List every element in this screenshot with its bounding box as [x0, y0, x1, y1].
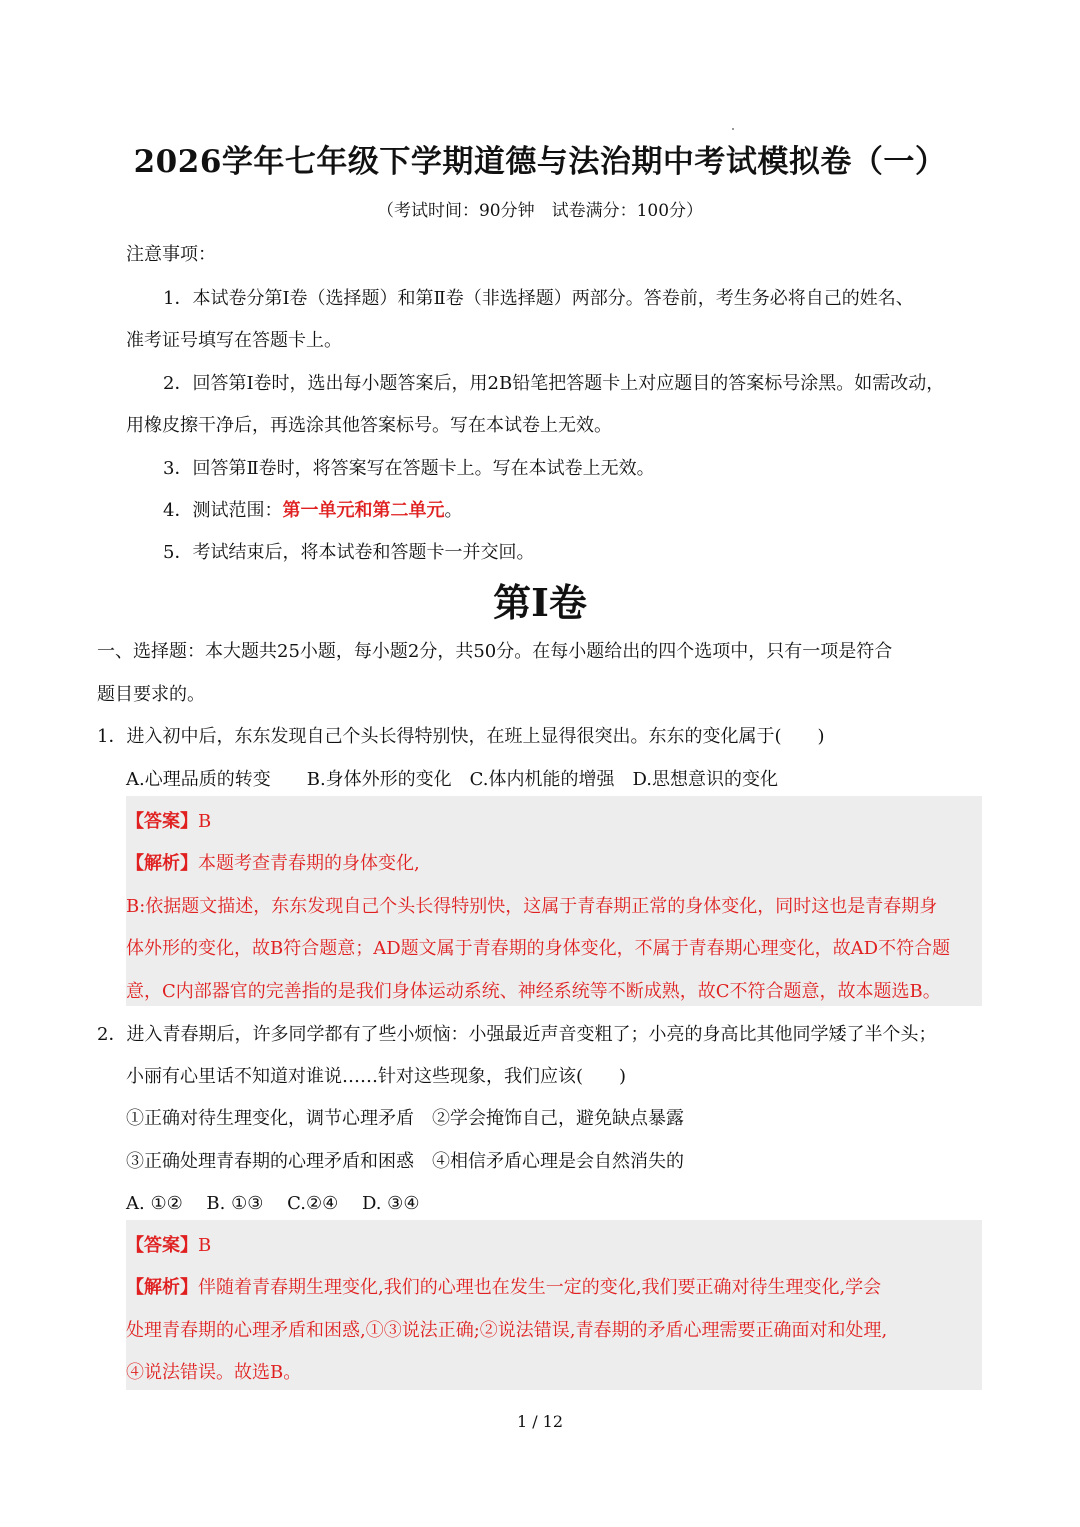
notes-item-2: 2．回答第Ⅰ卷时，选出每小题答案后，用2B铅笔把答题卡上对应题目的答案标号涂黑。如需改动， [163, 373, 945, 394]
q1-analysis-first: 本题考查青春期的身体变化, [198, 853, 420, 874]
q1-stem: 1．进入初中后，东东发现自己个头长得特别快，在班上显得很突出。东东的变化属于( ) [97, 726, 825, 747]
q1-answer [126, 807, 211, 833]
notes-item-1: 1．本试卷分第Ⅰ卷（选择题）和第Ⅱ卷（非选择题）两部分。答卷前，考生务必将自己的姓名、 [163, 288, 914, 309]
q2-items-1: ①正确对待生理变化，调节心理矛盾 ②学会掩饰自己，避免缺点暴露 [126, 1108, 684, 1129]
scan-dot [732, 128, 734, 130]
section-heading-cont: 题目要求的。 [97, 684, 205, 705]
exam-subtitle: （考试时间：90分钟 试卷满分：100分） [376, 201, 704, 221]
notes-heading: 注意事项： [126, 244, 216, 265]
q1-answer-box [126, 796, 982, 1006]
notes-item-4-suffix: 。 [444, 500, 463, 521]
q2-stem-cont: 小丽有心里话不知道对谁说……针对这些现象，我们应该( ) [126, 1066, 627, 1087]
page-number: 1 / 12 [516, 1412, 564, 1431]
q1-analysis-line-1: B:依据题文描述，东东发现自己个头长得特别快，这属于青春期正常的身体变化，同时这也是青春期身 [126, 896, 938, 917]
q1-analysis-line-2: 体外形的变化，故B符合题意；AD题文属于青春期的身体变化，不属于青春期心理变化，故AD不符合题 [126, 938, 951, 959]
volume-title: 第Ⅰ卷 [493, 580, 587, 625]
page-title: 2026学年七年级下学期道德与法治期中考试模拟卷（一） [133, 144, 947, 180]
q2-options: A. ①② B. ①③ C.②④ D. ③④ [126, 1193, 420, 1214]
notes-item-3: 3．回答第Ⅱ卷时，将答案写在答题卡上。写在本试卷上无效。 [163, 458, 655, 479]
q2-answer-value: B [198, 1235, 212, 1256]
notes-item-4-prefix: 4．测试范围： [163, 500, 283, 521]
q1-options: A.心理品质的转变 B.身体外形的变化 C.体内机能的增强 D.思想意识的变化 [126, 769, 779, 790]
q2-analysis [126, 1273, 881, 1299]
notes-item-1-cont: 准考证号填写在答题卡上。 [126, 330, 342, 351]
q2-stem: 2．进入青春期后，许多同学都有了些小烦恼：小强最近声音变粗了；小亮的身高比其他同学矮了半个头； [97, 1024, 937, 1045]
q2-analysis-line-2: 处理青春期的心理矛盾和困惑,①③说法正确;②说法错误,青春期的矛盾心理需要正确面对和处理, [126, 1320, 888, 1341]
q1-answer-label: 【答案】 [126, 811, 198, 832]
q2-items-2: ③正确处理青春期的心理矛盾和困惑 ④相信矛盾心理是会自然消失的 [126, 1151, 684, 1172]
q1-analysis-line-3: 意，C内部器官的完善指的是我们身体运动系统、神经系统等不断成熟，故C不符合题意，故本题选B。 [126, 981, 941, 1002]
q2-analysis-label: 【解析】 [126, 1277, 198, 1298]
q2-answer-box [126, 1220, 982, 1390]
q2-answer-label: 【答案】 [126, 1235, 198, 1256]
q1-analysis-label: 【解析】 [126, 853, 198, 874]
notes-item-2-cont: 用橡皮擦干净后，再选涂其他答案标号。写在本试卷上无效。 [126, 415, 612, 436]
q1-analysis [126, 849, 420, 875]
q2-answer [126, 1231, 211, 1257]
notes-item-4 [163, 496, 462, 522]
section-heading: 一、选择题：本大题共25小题，每小题2分，共50分。在每小题给出的四个选项中，只有一项是符合 [97, 641, 893, 662]
q2-analysis-first: 伴随着青春期生理变化,我们的心理也在发生一定的变化,我们要正确对待生理变化,学会 [198, 1277, 882, 1298]
q1-answer-value: B [198, 811, 212, 832]
test-scope: 第一单元和第二单元 [282, 500, 445, 521]
notes-item-5: 5．考试结束后，将本试卷和答题卡一并交回。 [163, 542, 535, 563]
q2-analysis-line-3: ④说法错误。故选B。 [126, 1362, 302, 1383]
